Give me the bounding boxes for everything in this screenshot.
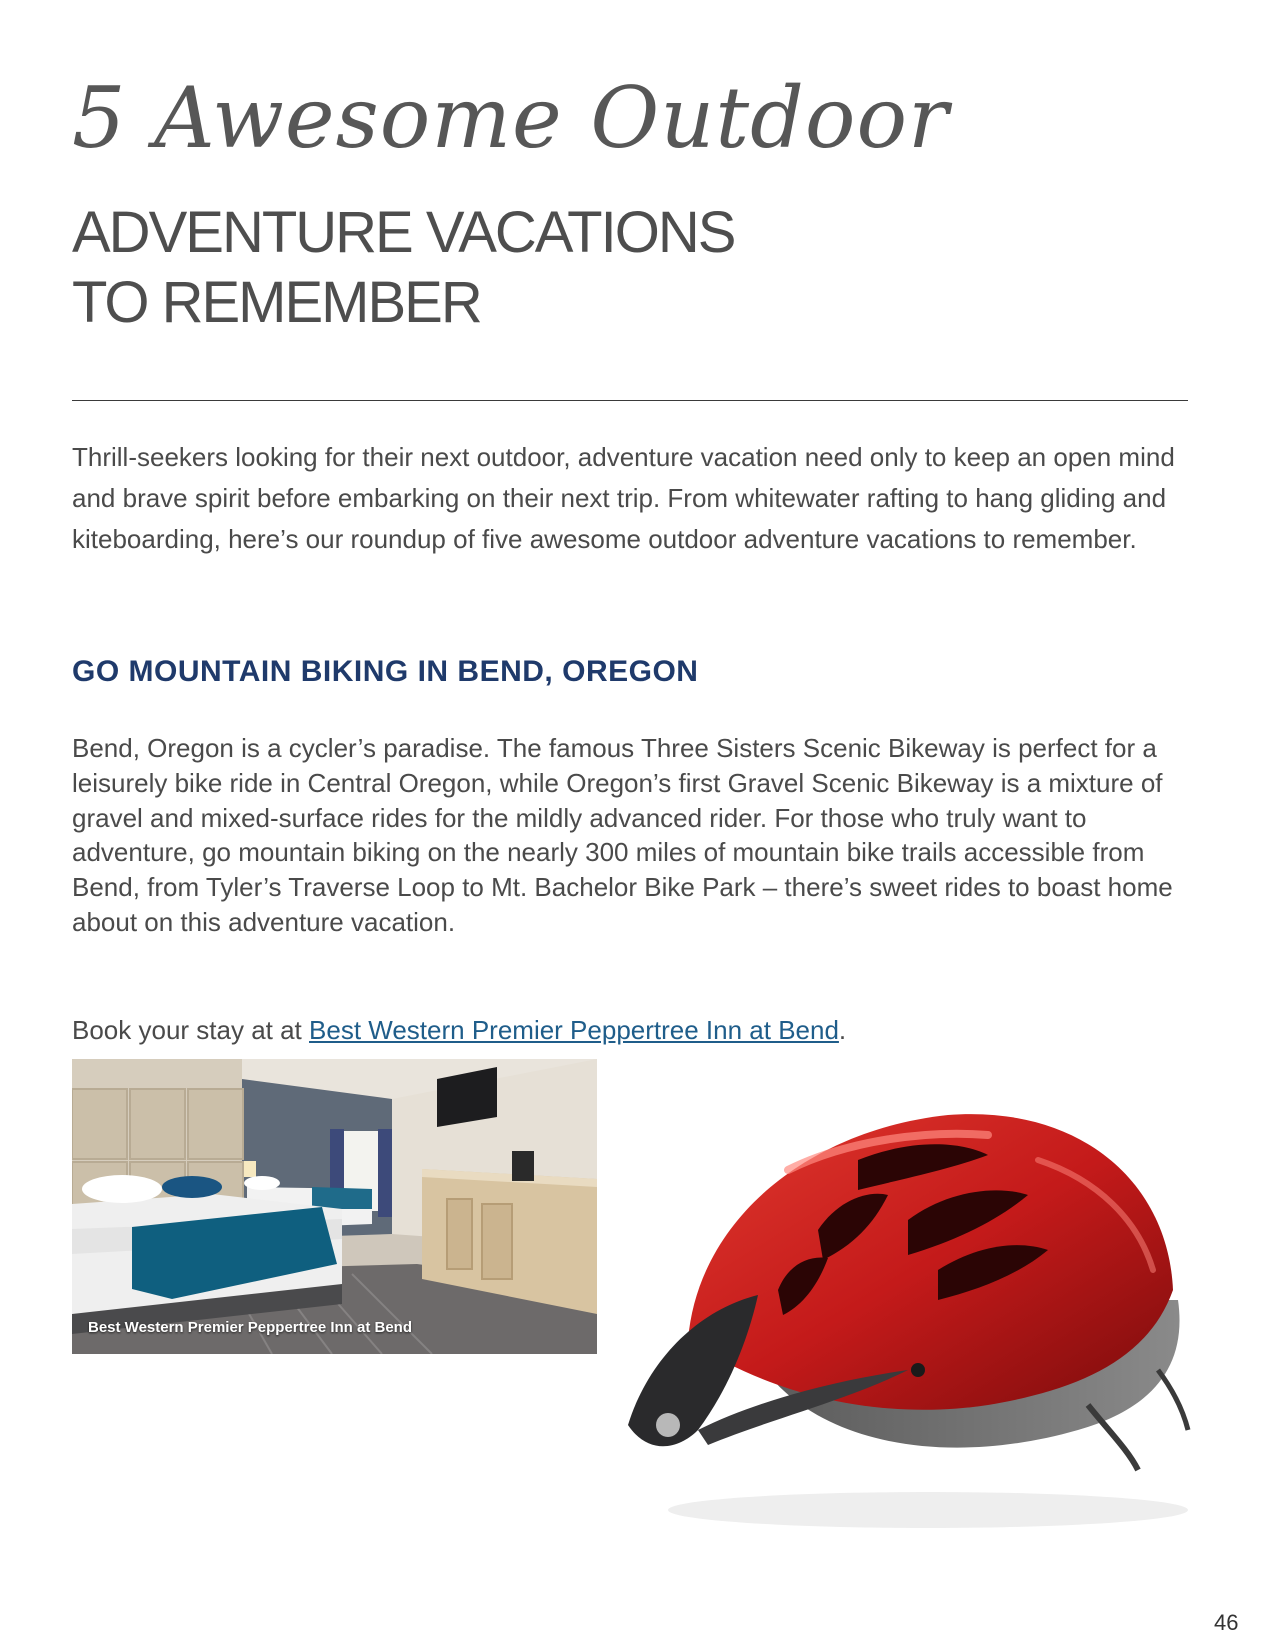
script-title: 5 Awesome Outdoor (72, 69, 950, 167)
intro-paragraph: Thrill-seekers looking for their next outdoor, adventure vacation need only to keep an open mind and brave spirit before embarking on their next trip. From whitewater rafting to hang gliding and kiteboarding, here’s our roundup of five awesome outdoor adventure vacations to remember. (72, 442, 1175, 554)
divider-rule (72, 400, 1188, 401)
booking-line (72, 1012, 1202, 1048)
page-number: 46 (1214, 1610, 1239, 1635)
booking-suffix: . (838, 1015, 847, 1045)
hotel-link[interactable]: Best Western Premier Peppertree Inn at Bend (309, 1015, 839, 1045)
hotel-room-illustration (72, 1059, 597, 1354)
booking-prefix: Book your stay at at (72, 1015, 310, 1045)
bike-helmet-photo (608, 1070, 1240, 1540)
hotel-room-photo (72, 1059, 597, 1354)
title-line-2: TO REMEMBER (72, 270, 481, 335)
bike-helmet-illustration (608, 1070, 1240, 1540)
section-body-paragraph: Bend, Oregon is a cycler’s paradise. The famous Three Sisters Scenic Bikeway is perfect for a leisurely bike ride in Central Oregon, while Oregon’s first Gravel Scenic Bikeway is a mixture of gravel and mixed-surface rides for the mildly advanced rider. For those who truly want to adventure, go mountain biking on the nearly 300 miles of mountain bike trails accessible from Bend, from Tyler’s Traverse Loop to Mt. Bachelor Bike Park – there’s sweet rides to boast home about on this adventure vacation. (72, 733, 1173, 937)
page-title (72, 198, 972, 338)
title-line-1: ADVENTURE VACATIONS (72, 200, 735, 265)
section-heading: GO MOUNTAIN BIKING IN BEND, OREGON (72, 655, 699, 688)
hotel-photo-caption: Best Western Premier Peppertree Inn at Bend (88, 1319, 412, 1336)
